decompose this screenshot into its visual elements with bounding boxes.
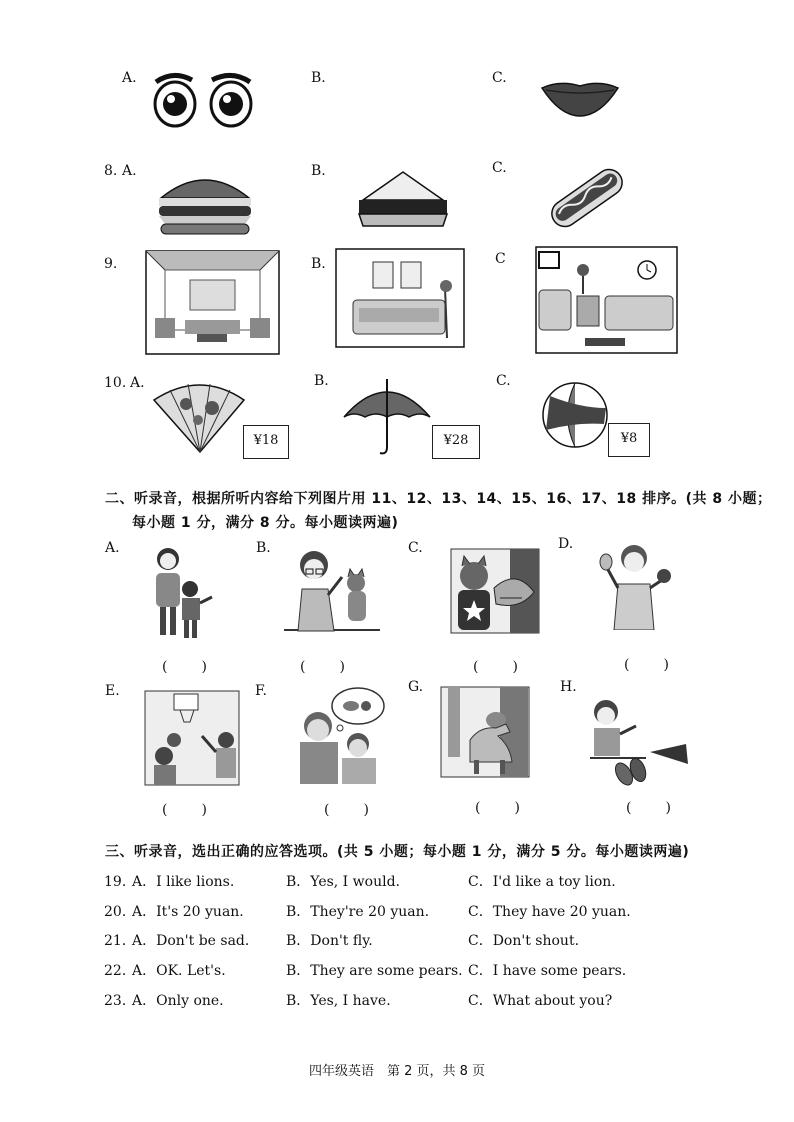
q9-option-c-label: C bbox=[495, 251, 506, 267]
q8-option-b-label: B. bbox=[311, 163, 326, 179]
q9-option-b-label: B. bbox=[311, 256, 326, 272]
q21-option-a[interactable]: A．Don't be sad. bbox=[132, 933, 250, 949]
living-room-image-c bbox=[535, 246, 678, 354]
q9-number: 9. bbox=[104, 256, 118, 272]
ball-image bbox=[540, 380, 610, 450]
q7-option-c-label: C. bbox=[492, 70, 507, 86]
q21-option-c[interactable]: C．Don't shout. bbox=[468, 933, 580, 949]
answer-paren-g[interactable]: ( ) bbox=[475, 800, 522, 816]
answer-paren-d[interactable]: ( ) bbox=[624, 657, 671, 673]
fan-image bbox=[150, 380, 245, 460]
basketball-image bbox=[144, 690, 240, 786]
q7-option-a-label: A. bbox=[122, 70, 137, 86]
living-room-image-a bbox=[145, 250, 280, 355]
hamburger-image bbox=[155, 168, 255, 236]
cat-shark-image bbox=[450, 548, 540, 634]
q19-option-b[interactable]: B．Yes, I would. bbox=[286, 874, 400, 890]
q7-option-b-label: B. bbox=[311, 70, 326, 86]
q20-option-c[interactable]: C．They have 20 yuan. bbox=[468, 904, 631, 920]
q19-option-a[interactable]: A．I like lions. bbox=[132, 874, 235, 890]
q10-number: 10. bbox=[104, 375, 127, 391]
hotdog-image bbox=[545, 163, 630, 233]
q21-option-b[interactable]: B．Don't fly. bbox=[286, 933, 373, 949]
q8-option-c-label: C. bbox=[492, 160, 507, 176]
price-tag-c: ¥8 bbox=[608, 423, 650, 457]
q19-option-c[interactable]: C．I'd like a toy lion. bbox=[468, 874, 616, 890]
man-boy-food-image bbox=[296, 686, 396, 786]
section2-title-line2: 每小题 1 分，满分 8 分。每小题读两遍) bbox=[132, 515, 399, 531]
picture-c-label: C. bbox=[408, 540, 423, 556]
picture-h-label: H. bbox=[560, 679, 577, 695]
q10-option-b-label: B. bbox=[314, 373, 329, 389]
girl-boy-image bbox=[140, 545, 220, 645]
q20-option-a[interactable]: A．It's 20 yuan. bbox=[132, 904, 244, 920]
dog-image bbox=[440, 686, 530, 778]
q22-option-a[interactable]: A．OK. Let's. bbox=[132, 963, 226, 979]
q8-option-a-label: A. bbox=[122, 163, 137, 179]
q23-option-c[interactable]: C．What about you? bbox=[468, 993, 613, 1009]
q8-number: 8. bbox=[104, 163, 118, 179]
section2-title-line1: 二、听录音，根据所听内容给下列图片用 11、12、13、14、15、16、17、18 排序。(共 8 小题； bbox=[105, 491, 772, 507]
q22-option-c[interactable]: C．I have some pears. bbox=[468, 963, 627, 979]
q23-option-b[interactable]: B．Yes, I have. bbox=[286, 993, 391, 1009]
q10-option-a-label: A. bbox=[130, 375, 145, 391]
q10-option-c-label: C. bbox=[496, 373, 511, 389]
q19-number: 19． bbox=[104, 874, 136, 890]
picture-b-label: B. bbox=[256, 540, 271, 556]
answer-paren-e[interactable]: ( ) bbox=[162, 802, 209, 818]
girl-cat-image bbox=[284, 545, 382, 635]
q23-number: 23． bbox=[104, 993, 136, 1009]
boy-holding-image bbox=[594, 540, 674, 630]
q20-number: 20． bbox=[104, 904, 136, 920]
q21-number: 21． bbox=[104, 933, 136, 949]
mouth-image bbox=[540, 80, 620, 120]
answer-paren-b[interactable]: ( ) bbox=[300, 659, 347, 675]
q23-option-a[interactable]: A．Only one. bbox=[132, 993, 224, 1009]
answer-paren-f[interactable]: ( ) bbox=[324, 802, 371, 818]
picture-g-label: G. bbox=[408, 679, 424, 695]
q22-option-b[interactable]: B．They are some pears. bbox=[286, 963, 463, 979]
answer-paren-a[interactable]: ( ) bbox=[162, 659, 209, 675]
picture-a-label: A. bbox=[105, 540, 120, 556]
living-room-image-b bbox=[335, 248, 465, 348]
picture-f-label: F. bbox=[255, 683, 267, 699]
section3-title: 三、听录音，选出正确的应答选项。(共 5 小题；每小题 1 分，满分 5 分。每小题读两遍) bbox=[105, 844, 690, 860]
page-footer: 四年级英语 第 2 页，共 8 页 bbox=[308, 1064, 486, 1079]
picture-e-label: E. bbox=[105, 683, 120, 699]
picture-d-label: D. bbox=[558, 536, 574, 552]
price-tag-b: ¥28 bbox=[432, 425, 480, 459]
umbrella-image bbox=[342, 377, 432, 457]
price-tag-a: ¥18 bbox=[243, 425, 289, 459]
eyes-image bbox=[148, 70, 258, 130]
sandwich-image bbox=[355, 170, 450, 230]
q22-number: 22． bbox=[104, 963, 136, 979]
answer-paren-c[interactable]: ( ) bbox=[473, 659, 520, 675]
q20-option-b[interactable]: B．They're 20 yuan. bbox=[286, 904, 430, 920]
answer-paren-h[interactable]: ( ) bbox=[626, 800, 673, 816]
girl-shoes-image bbox=[590, 692, 690, 788]
